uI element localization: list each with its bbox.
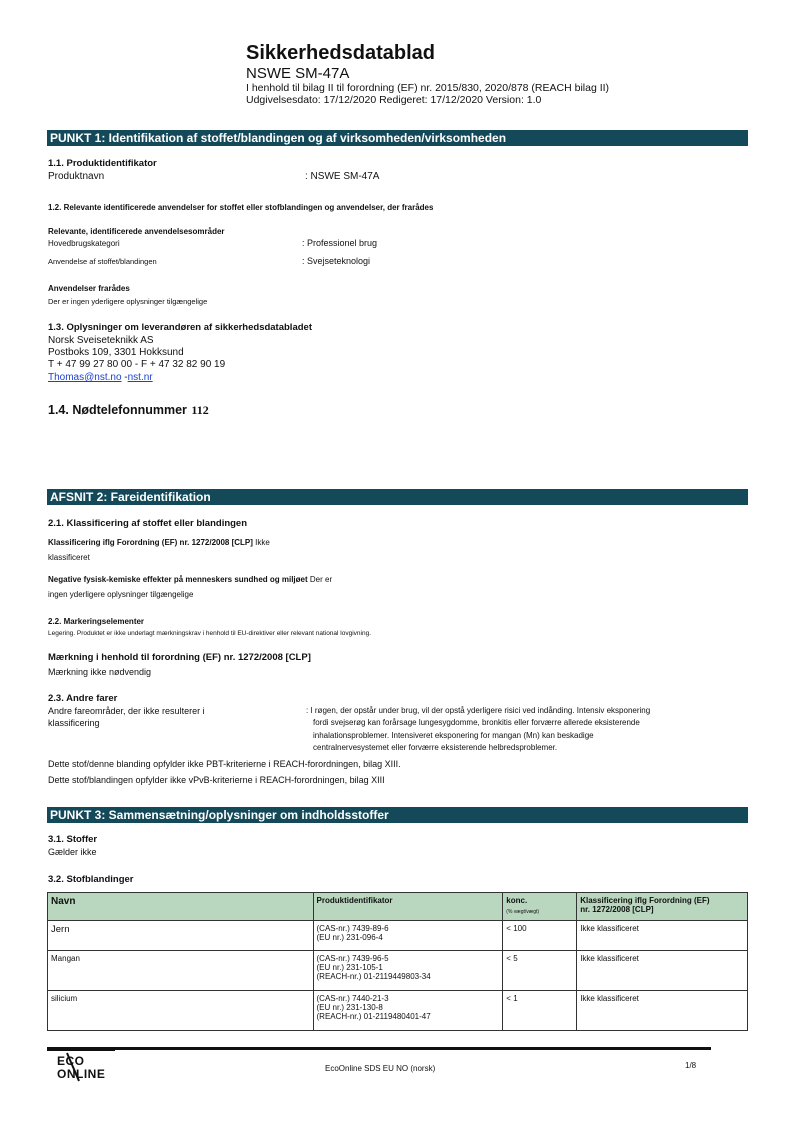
supplier-company: Norsk Sveiseteknikk AS	[48, 335, 154, 346]
header-concentration	[503, 893, 577, 921]
footer-center-text: EcoOnline SDS EU NO (norsk)	[325, 1064, 436, 1073]
dates-line: Udgivelsesdato: 17/12/2020 Redigeret: 17/12/2020 Version: 1.0	[246, 94, 542, 106]
header-class-line-1: Klassificering iflg Forordning (EF)	[580, 896, 710, 905]
cell-id-cas: (CAS-nr.) 7439-89-6	[316, 924, 389, 933]
section-1-2-title: 1.2. Relevante identificerede anvendelser for stoffet eller stofblandingen og anvendelser, der frarådes	[48, 203, 434, 212]
ecoonline-logo	[55, 1051, 119, 1083]
header-name: Navn	[48, 893, 314, 921]
header-classification	[577, 893, 748, 921]
cell-identifier	[313, 951, 503, 991]
section-2-1-title: 2.1. Klassificering af stoffet eller blandingen	[48, 518, 248, 529]
cell-classification: Ikke klassificeret	[577, 951, 748, 991]
section-1-3-title: 1.3. Oplysninger om leverandøren af sikkerhedsdatabladet	[48, 322, 312, 333]
other-hazards-value-2: fordi svejserøg kan forårsage lungesygdomme, bronkitis eller forværre allerede eksisterende	[313, 718, 640, 727]
contact-separator: -	[121, 372, 128, 383]
identified-uses-subtitle: Relevante, identificerede anvendelsesområder	[48, 227, 225, 236]
product-name-label: Produktnavn	[48, 171, 105, 182]
vpvb-statement: Dette stof/blandingen opfylder ikke vPvB-kriterierne i REACH-forordningen, bilag XIII	[48, 775, 385, 785]
substances-text: Gælder ikke	[48, 847, 97, 857]
cell-id-eu: (EU nr.) 231-105-1	[316, 963, 383, 972]
regulation-line: I henhold til bilag II til forordning (EF) nr. 2015/830, 2020/878 (REACH bilag II)	[246, 82, 610, 94]
other-hazards-label-1: Andre fareområder, der ikke resulterer i	[48, 706, 205, 716]
header-identifier: Produktidentifikator	[313, 893, 503, 921]
negative-effects-row	[48, 575, 332, 584]
cell-id-cas: (CAS-nr.) 7439-96-5	[316, 954, 389, 963]
product-name: NSWE SM-47A	[246, 65, 350, 82]
mixtures-table	[47, 892, 748, 1031]
other-hazards-value-3: inhalationsproblemer. Intensiveret eksponering for mangan (Mn) kan beskadige	[313, 731, 594, 740]
cell-classification: Ikke klassificeret	[577, 921, 748, 951]
pbt-statement: Dette stof/denne blanding opfylder ikke PBT-kriterierne i REACH-forordningen, bilag XIII.	[48, 759, 401, 769]
cell-id-eu: (EU nr.) 231-130-8	[316, 1003, 383, 1012]
logo-text-bottom: ONLINE	[57, 1067, 106, 1081]
clp-classification-label: Klassificering iflg Forordning (EF) nr. 1272/2008 [CLP]	[48, 538, 253, 547]
cell-concentration: < 1	[503, 991, 577, 1031]
use-of-substance-value: : Svejseteknologi	[302, 256, 371, 266]
clp-classification-row	[48, 538, 270, 547]
cell-identifier	[313, 991, 503, 1031]
supplier-contact-row	[48, 372, 153, 383]
logo-text-top: ECO	[57, 1054, 85, 1068]
cell-classification: Ikke klassificeret	[577, 991, 748, 1031]
footer-rule	[47, 1047, 711, 1050]
header-class-line-2: nr. 1272/2008 [CLP]	[580, 905, 654, 914]
header-conc-unit: (% vægt/vægt)	[506, 909, 540, 915]
other-hazards-value-1: : I røgen, der opstår under brug, vil der opstå yderligere risici ved indånding. Intensiv eksponering	[306, 706, 651, 715]
section-2-2-title: 2.2. Markeringselementer	[48, 617, 145, 626]
emergency-number: 112	[191, 403, 209, 417]
main-use-value: : Professionel brug	[302, 238, 378, 248]
section-3-2-title: 3.2. Stofblandinger	[48, 874, 134, 885]
cell-identifier	[313, 921, 503, 951]
clp-labelling-title: Mærkning i henhold til forordning (EF) nr. 1272/2008 [CLP]	[48, 652, 311, 663]
table-row	[48, 991, 748, 1031]
table-header-row	[48, 893, 748, 921]
clp-labelling-text: Mærkning ikke nødvendig	[48, 667, 152, 677]
cell-id-reach: (REACH-nr.) 01-2119449803-34	[316, 972, 431, 981]
section-3-band: PUNKT 3: Sammensætning/oplysninger om indholdsstoffer	[47, 807, 748, 823]
section-1-4-title: 1.4. Nødtelefonnummer	[48, 403, 187, 417]
section-1-1-title: 1.1. Produktidentifikator	[48, 158, 157, 169]
product-name-value: : NSWE SM-47A	[305, 171, 380, 182]
cell-name: Mangan	[48, 951, 314, 991]
other-hazards-value-4: centralnervesystemet eller forværre eksisterende helbredsproblemer.	[313, 743, 558, 752]
document-title: Sikkerhedsdatablad	[246, 42, 435, 64]
main-use-label: Hovedbrugskategori	[48, 239, 120, 248]
negative-effects-cont: ingen yderligere oplysninger tilgængelige	[48, 590, 194, 599]
table-row	[48, 951, 748, 991]
cell-name: silicium	[48, 991, 314, 1031]
page-number: 1/8	[685, 1061, 697, 1070]
uses-advised-against-title: Anvendelser frarådes	[48, 284, 130, 293]
header-conc-label: konc.	[506, 896, 528, 905]
negative-effects-label: Negative fysisk-kemiske effekter på menneskers sundhed og miljøet	[48, 575, 308, 584]
table-row	[48, 921, 748, 951]
supplier-address: Postboks 109, 3301 Hokksund	[48, 347, 184, 358]
cell-id-reach: (REACH-nr.) 01-2119480401-47	[316, 1012, 431, 1021]
cell-id-cas: (CAS-nr.) 7440-21-3	[316, 994, 389, 1003]
labelling-text: Legering. Produktet er ikke underlagt mærkningskrav i henhold til EU-direktiver eller relevant national lovgivning.	[48, 630, 371, 637]
supplier-web-link[interactable]: nst.nr	[127, 372, 153, 383]
section-1-band: PUNKT 1: Identifikation af stoffet/blandingen og af virksomheden/virksomheden	[47, 130, 748, 146]
other-hazards-label-2: klassificering	[48, 718, 100, 728]
negative-effects-value: Der er	[307, 575, 333, 584]
cell-concentration: < 100	[503, 921, 577, 951]
section-3-1-title: 3.1. Stoffer	[48, 834, 98, 845]
section-2-3-title: 2.3. Andre farer	[48, 693, 118, 704]
cell-id-eu: (EU nr.) 231-096-4	[316, 933, 383, 942]
use-of-substance-label: Anvendelse af stoffet/blandingen	[48, 257, 157, 266]
cell-concentration: < 5	[503, 951, 577, 991]
section-1-4-row	[48, 401, 209, 419]
clp-classification-value: Ikke	[252, 538, 270, 547]
clp-classification-cont: klassificeret	[48, 553, 90, 562]
section-2-band: AFSNIT 2: Fareidentifikation	[47, 489, 748, 505]
supplier-phone: T + 47 99 27 80 00 - F + 47 32 82 90 19	[48, 359, 226, 370]
cell-name: Jern	[48, 921, 314, 951]
supplier-email-link[interactable]: Thomas@nst.no	[48, 372, 122, 383]
uses-advised-against-text: Der er ingen yderligere oplysninger tilgængelige	[48, 297, 208, 306]
